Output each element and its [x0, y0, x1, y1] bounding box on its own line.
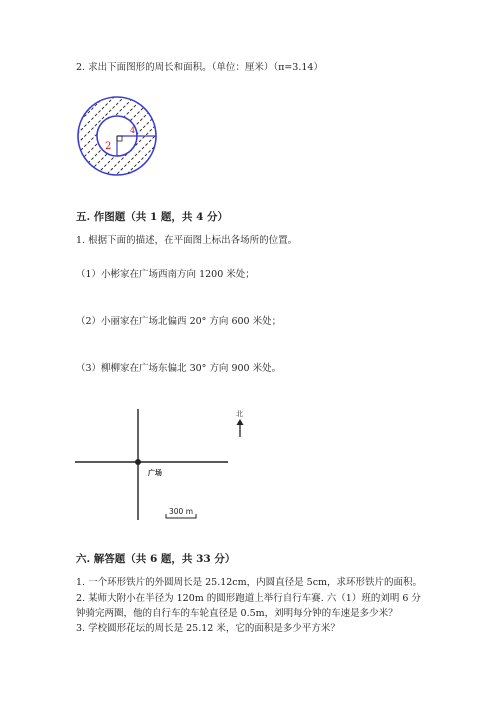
annulus-figure [76, 95, 158, 177]
scale-label: 300 m [169, 507, 194, 516]
square-label: 广场 [148, 469, 162, 477]
question-2-text: 2. 求出下面图形的周长和面积。（单位：厘米）（π=3.14） [76, 62, 323, 73]
section-5-item-1: （1）小彬家在广场西南方向 1200 米处； [76, 269, 255, 280]
section-6-question-1: 1. 一个环形铁片的外圆周长是 25.12cm，内圆直径是 5cm，求环形铁片的面积。 [76, 577, 423, 588]
section-5-item-3: （3）柳柳家在广场东偏北 30° 方向 900 米处。 [76, 363, 282, 374]
section-5-question-1: 1. 根据下面的描述，在平面图上标出各场所的位置。 [76, 235, 298, 246]
north-arrow-head [237, 419, 244, 425]
section-6-question-3: 3. 学校圆形花坛的周长是 25.12 米，它的面积是多少平方米？ [76, 623, 340, 634]
north-label: 北 [236, 410, 243, 418]
section-6-question-2-line-1: 2. 某师大附小在半径为 120m 的圆形跑道上举行自行车赛. 六（1）班的刘明 6 分 [76, 593, 421, 604]
section-6-heading: 六. 解答题（共 6 题，共 33 分） [76, 553, 236, 565]
map-figure [70, 404, 250, 526]
square-point [135, 459, 141, 465]
section-5-heading: 五. 作图题（共 1 题，共 4 分） [76, 211, 229, 223]
inner-radius-label: 2 [105, 141, 112, 152]
outer-radius-label: 4 [130, 126, 136, 135]
section-5-item-2: （2）小丽家在广场北偏西 20° 方向 600 米处； [76, 316, 282, 327]
section-6-question-2-line-2: 钟骑完两圈，他的自行车的车轮直径是 0.5m，刘明每分钟的车速是多少米？ [76, 608, 398, 619]
